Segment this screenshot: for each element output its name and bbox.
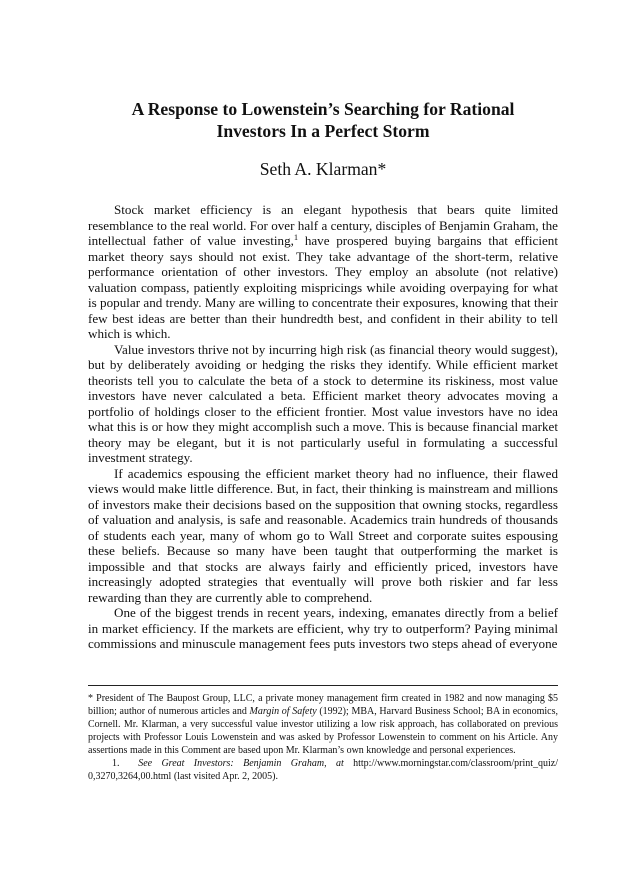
footnote-1-number: 1.	[112, 758, 120, 769]
title-line-1: A Response to Lowenstein’s Searching for Rational	[131, 99, 515, 119]
paragraph-4: One of the biggest trends in recent years, indexing, emanates directly from a belief in market efficiency. If the markets are efficient, why try to outperform? Paying minimal commissions and minuscule management fees puts investors two steps ahead of everyone	[88, 605, 558, 651]
article-body	[88, 202, 558, 652]
footnote-divider	[88, 685, 558, 686]
footnotes	[88, 692, 558, 783]
paragraph-1-text-a: Stock market efficiency is an elegant hypothesis that bears quite limited resemblance to the real world. For over half a century, disciples of Benjamin Graham, the intellectual father of value investing,	[88, 202, 558, 248]
title-line-2: Investors In a Perfect Storm	[216, 121, 430, 141]
paragraph-3: If academics espousing the efficient market theory had no influence, their flawed views would make little difference. But, in fact, their thinking is mainstream and millions of investors make their decisions based on the supposition that owning stocks, regardless of valuation and analysis, is safe and reasonable. Academics train hundreds of thousands of students each year, many of whom go to Wall Street and corporate suites espousing these beliefs. Because so many have been taught that outperforming the market is impossible and that stocks are always fairly and efficiently priced, investors have increasingly adopted strategies that eventually will prove both riskier and far less rewarding than they are currently able to comprehend.	[88, 465, 558, 605]
paragraph-1	[88, 202, 558, 342]
footnote-1-citation: See Great Investors: Benjamin Graham, at	[138, 758, 344, 769]
book-title: Margin of Safety	[249, 706, 317, 717]
footnote-author	[88, 692, 558, 757]
author-name: Seth A. Klarman*	[259, 159, 387, 179]
footnote-author-text-b: (1992); MBA, Harvard Business School; BA in economics, Cornell. Mr. Klarman, a very successful value investor utilizing a low risk approach, has collaborated on previous projects with Professor Louis Lowenstein and was asked by Professor Lowenstein to comment on his Article. Any assertions made in this Comment are based upon Mr. Klarman’s own knowledge and personal experiences.	[88, 706, 558, 756]
paragraph-2: Value investors thrive not by incurring high risk (as financial theory would suggest), but by deliberately avoiding or hedging the risks they identify. While efficient market theorists tell you to calculate the beta of a stock to determine its riskiness, most value investors have never calculated a beta. Efficient market theory advocates moving a portfolio of holdings closer to the efficient frontier. Most value investors have no idea what this is or how they might accomplish such a move. This is because financial market theory may be elegant, but it is not particularly useful in formulating a successful investment strategy.	[88, 341, 558, 465]
footnote-ref-1[interactable]: 1	[293, 232, 299, 242]
footnote-1	[88, 757, 558, 783]
footnote-author-text-a: * President of The Baupost Group, LLC, a private money management firm created in 1982 and now managing $5 billion; author of numerous articles and	[88, 693, 558, 717]
footnote-1-url[interactable]: http://www.morningstar.com/classroom/print_quiz/ 0,3270,3264,00.html (last visited Apr. 2, 2005).	[88, 758, 559, 782]
paragraph-1-text-b: have prospered buying bargains that efficient market theory says should not exist. They take advantage of the short-term, relative performance orientation of other investors. They employ an absolute (not relative) valuation compass, patiently exploiting mispricings while avoiding overpaying for what is popular and trendy. Many are willing to concentrate their exposures, knowing that their few best ideas are better than their hundredth best, and confident in their ability to tell which is which.	[88, 233, 558, 341]
article-title	[88, 98, 558, 142]
article-page	[88, 98, 558, 652]
